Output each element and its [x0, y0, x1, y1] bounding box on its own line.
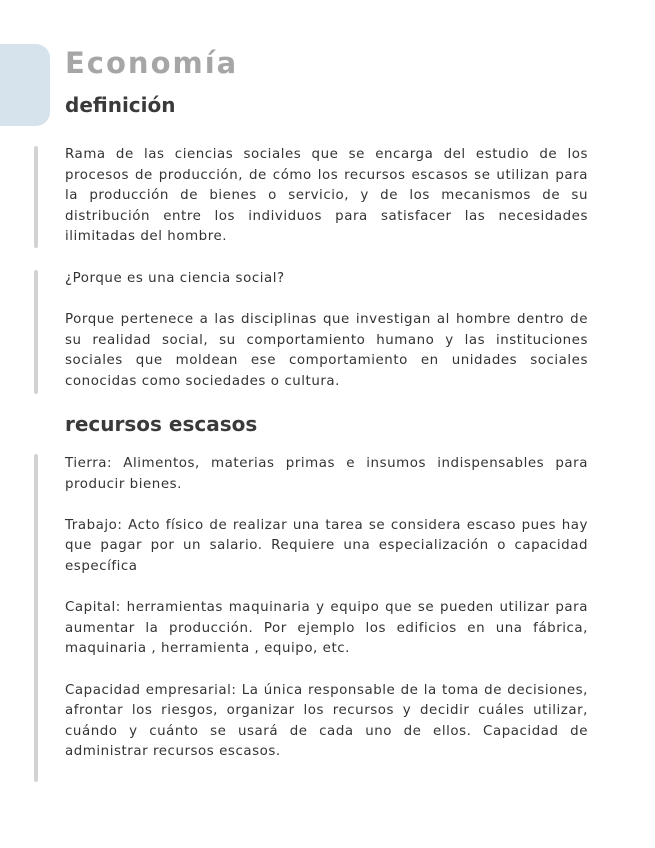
recurso-capacidad-empresarial: Capacidad empresarial: La única responsable de la toma de decisiones, afrontar los riesgos, organizar los recursos y decidir cuáles utilizar, cuándo y cuánto se usará de cada uno de ellos. Capacidad de administrar recursos escasos.	[65, 682, 588, 760]
corner-tab-decoration	[0, 44, 50, 126]
ciencia-social-answer: Porque pertenece a las disciplinas que investigan al hombre dentro de su realidad social, su comportamiento humano y las instituciones sociales que moldean ese comportamiento en unidades sociales conocidas como sociedades o cultura.	[65, 312, 588, 389]
recursos-block	[65, 454, 588, 763]
heading-definicion: definición	[65, 93, 176, 117]
quote-bar-recursos	[34, 454, 38, 782]
recurso-capital: Capital: herramientas maquinaria y equipo que se pueden utilizar para aumentar la producción. Por ejemplo los edificios en una fábrica, maquinaria , herramienta , equipo, etc.	[65, 600, 588, 657]
recurso-trabajo: Trabajo: Acto físico de realizar una tarea se considera escaso pues hay que pagar por un salario. Requiere una especialización o capacidad específica	[65, 517, 588, 574]
recurso-tierra: Tierra: Alimentos, materias primas e insumos indispensables para producir bienes.	[65, 456, 588, 492]
definicion-paragraph: Rama de las ciencias sociales que se encarga del estudio de los procesos de producción, de cómo los recursos escasos se utilizan para la producción de bienes o servicio, y de los mecanismos de su distribución entre los individuos para satisfacer las necesidades ilimitadas del hombre.	[65, 147, 588, 245]
definicion-block	[65, 145, 588, 248]
ciencia-social-question: ¿Porque es una ciencia social?	[65, 271, 285, 286]
page-title: Economía	[65, 46, 239, 80]
heading-recursos-escasos: recursos escasos	[65, 412, 258, 436]
quote-bar-definicion	[34, 146, 38, 248]
quote-bar-ciencia-social	[34, 270, 38, 394]
ciencia-social-block	[65, 269, 588, 393]
